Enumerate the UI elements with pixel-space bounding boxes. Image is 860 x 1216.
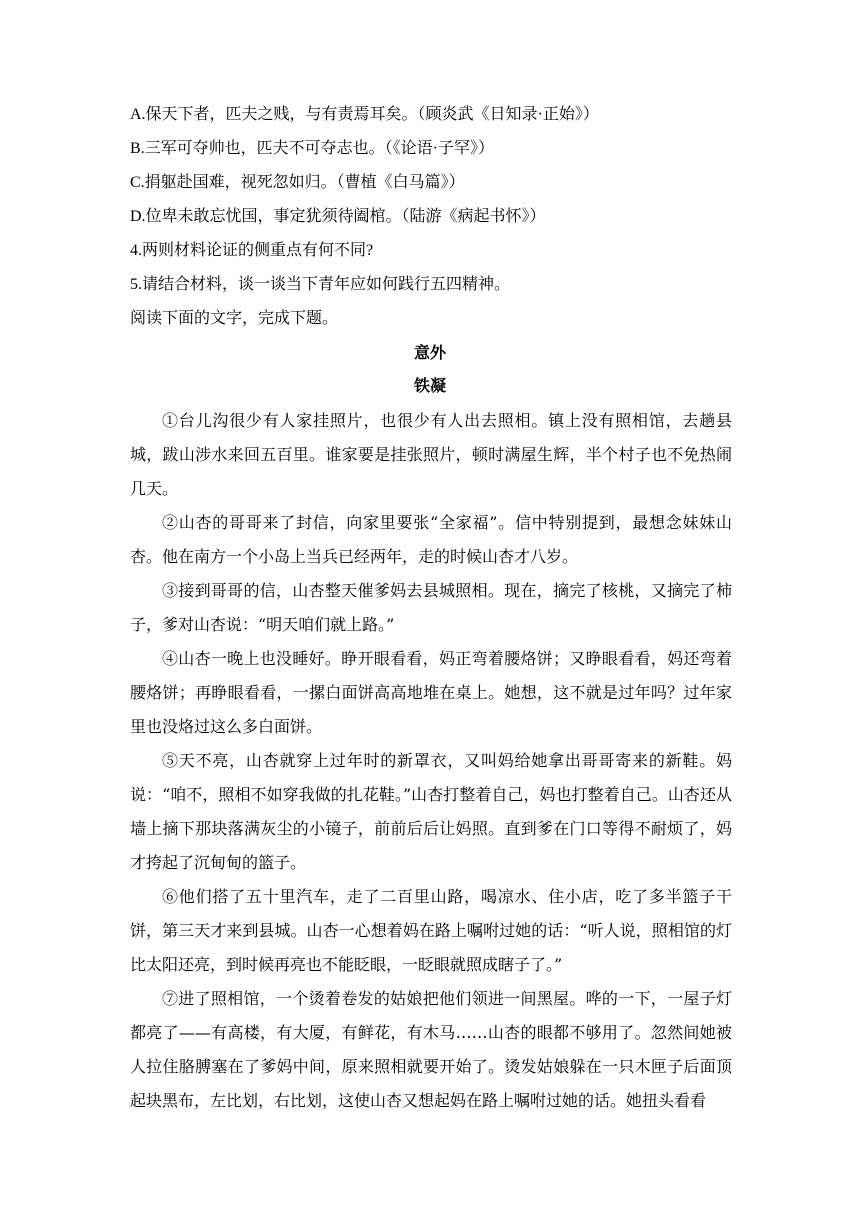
paragraph-text: ③接到哥哥的信，山杏整天催爹妈去县城照相。现在，摘完了核桃，又摘完了柿子，爹对山杏说：“明天咱们就上路。” [130,581,732,634]
article-title: 意外 [413,343,446,362]
article-paragraph [130,404,732,506]
paragraph-text: ④山杏一晚上也没睡好。睁开眼看看，妈正弯着腰烙饼；又睁眼看看，妈还弯着腰烙饼；再睁眼看看，一摞白面饼高高地堆在桌上。她想，这不就是过年吗？过年家里也没烙过这么多白面饼。 [130,649,732,736]
article-paragraph [130,744,732,880]
question-5: 5.请结合材料，谈一谈当下青年应如何践行五四精神。 [130,276,511,293]
question-4: 4.两则材料论证的侧重点有何不同? [130,242,374,259]
option-c: C.捐躯赴国难，视死忽如归。（曹植《白马篇》） [130,174,465,191]
paragraph-text: ⑦进了照相馆，一个烫着卷发的姑娘把他们领进一间黑屋。哗的一下，一屋子灯都亮了——有高楼，有大厦，有鲜花，有木马……山杏的眼都不够用了。忽然间她被人拉住胳膊塞在了爹妈中间，原来照相就要开始了。烫发姑娘躲在一只木匣子后面顶起块黑布，左比划，右比划，这使山杏又想起妈在路上嘱咐过她的话。她扭头看看 [130,989,732,1110]
article-paragraph [130,506,732,574]
article-author: 铁凝 [413,376,446,395]
option-b: B.三军可夺帅也，匹夫不可夺志也。（《论语·子罕》） [130,140,495,157]
option-a: A.保天下者，匹夫之贱，与有责焉耳矣。（顾炎武《日知录·正始》） [130,106,599,123]
paragraph-text: ①台儿沟很少有人家挂照片，也很少有人出去照相。镇上没有照相馆，去趟县城，跋山涉水来回五百里。谁家要是挂张照片，顿时满屋生辉，半个村子也不免热闹几天。 [130,411,732,498]
reading-instruction: 阅读下面的文字，完成下题。 [130,310,339,327]
option-d: D.位卑未敢忘忧国，事定犹须待阖棺。（陆游《病起书怀》） [130,208,546,225]
article-paragraph [130,982,732,1118]
article-paragraph [130,642,732,744]
article-paragraph [130,880,732,982]
paragraph-text: ②山杏的哥哥来了封信，向家里要张“全家福”。信中特别提到，最想念妹妹山杏。他在南方一个小岛上当兵已经两年，走的时候山杏才八岁。 [130,513,732,566]
paragraph-text: ⑥他们搭了五十里汽车，走了二百里山路，喝凉水、住小店，吃了多半篮子干饼，第三天才来到县城。山杏一心想着妈在路上嘱咐过她的话：“听人说，照相馆的灯比太阳还亮，到时候再亮也不能眨眼，一眨眼就照成瞎子了。” [130,887,732,974]
paragraph-text: ⑤天不亮，山杏就穿上过年时的新罩衣，又叫妈给她拿出哥哥寄来的新鞋。妈说：“咱不，照相不如穿我做的扎花鞋。”山杏打整着自己，妈也打整着自己。山杏还从墙上摘下那块落满灰尘的小镜子，前前后后让妈照。直到爹在门口等得不耐烦了，妈才挎起了沉甸甸的篮子。 [130,751,732,872]
article-paragraph [130,574,732,642]
